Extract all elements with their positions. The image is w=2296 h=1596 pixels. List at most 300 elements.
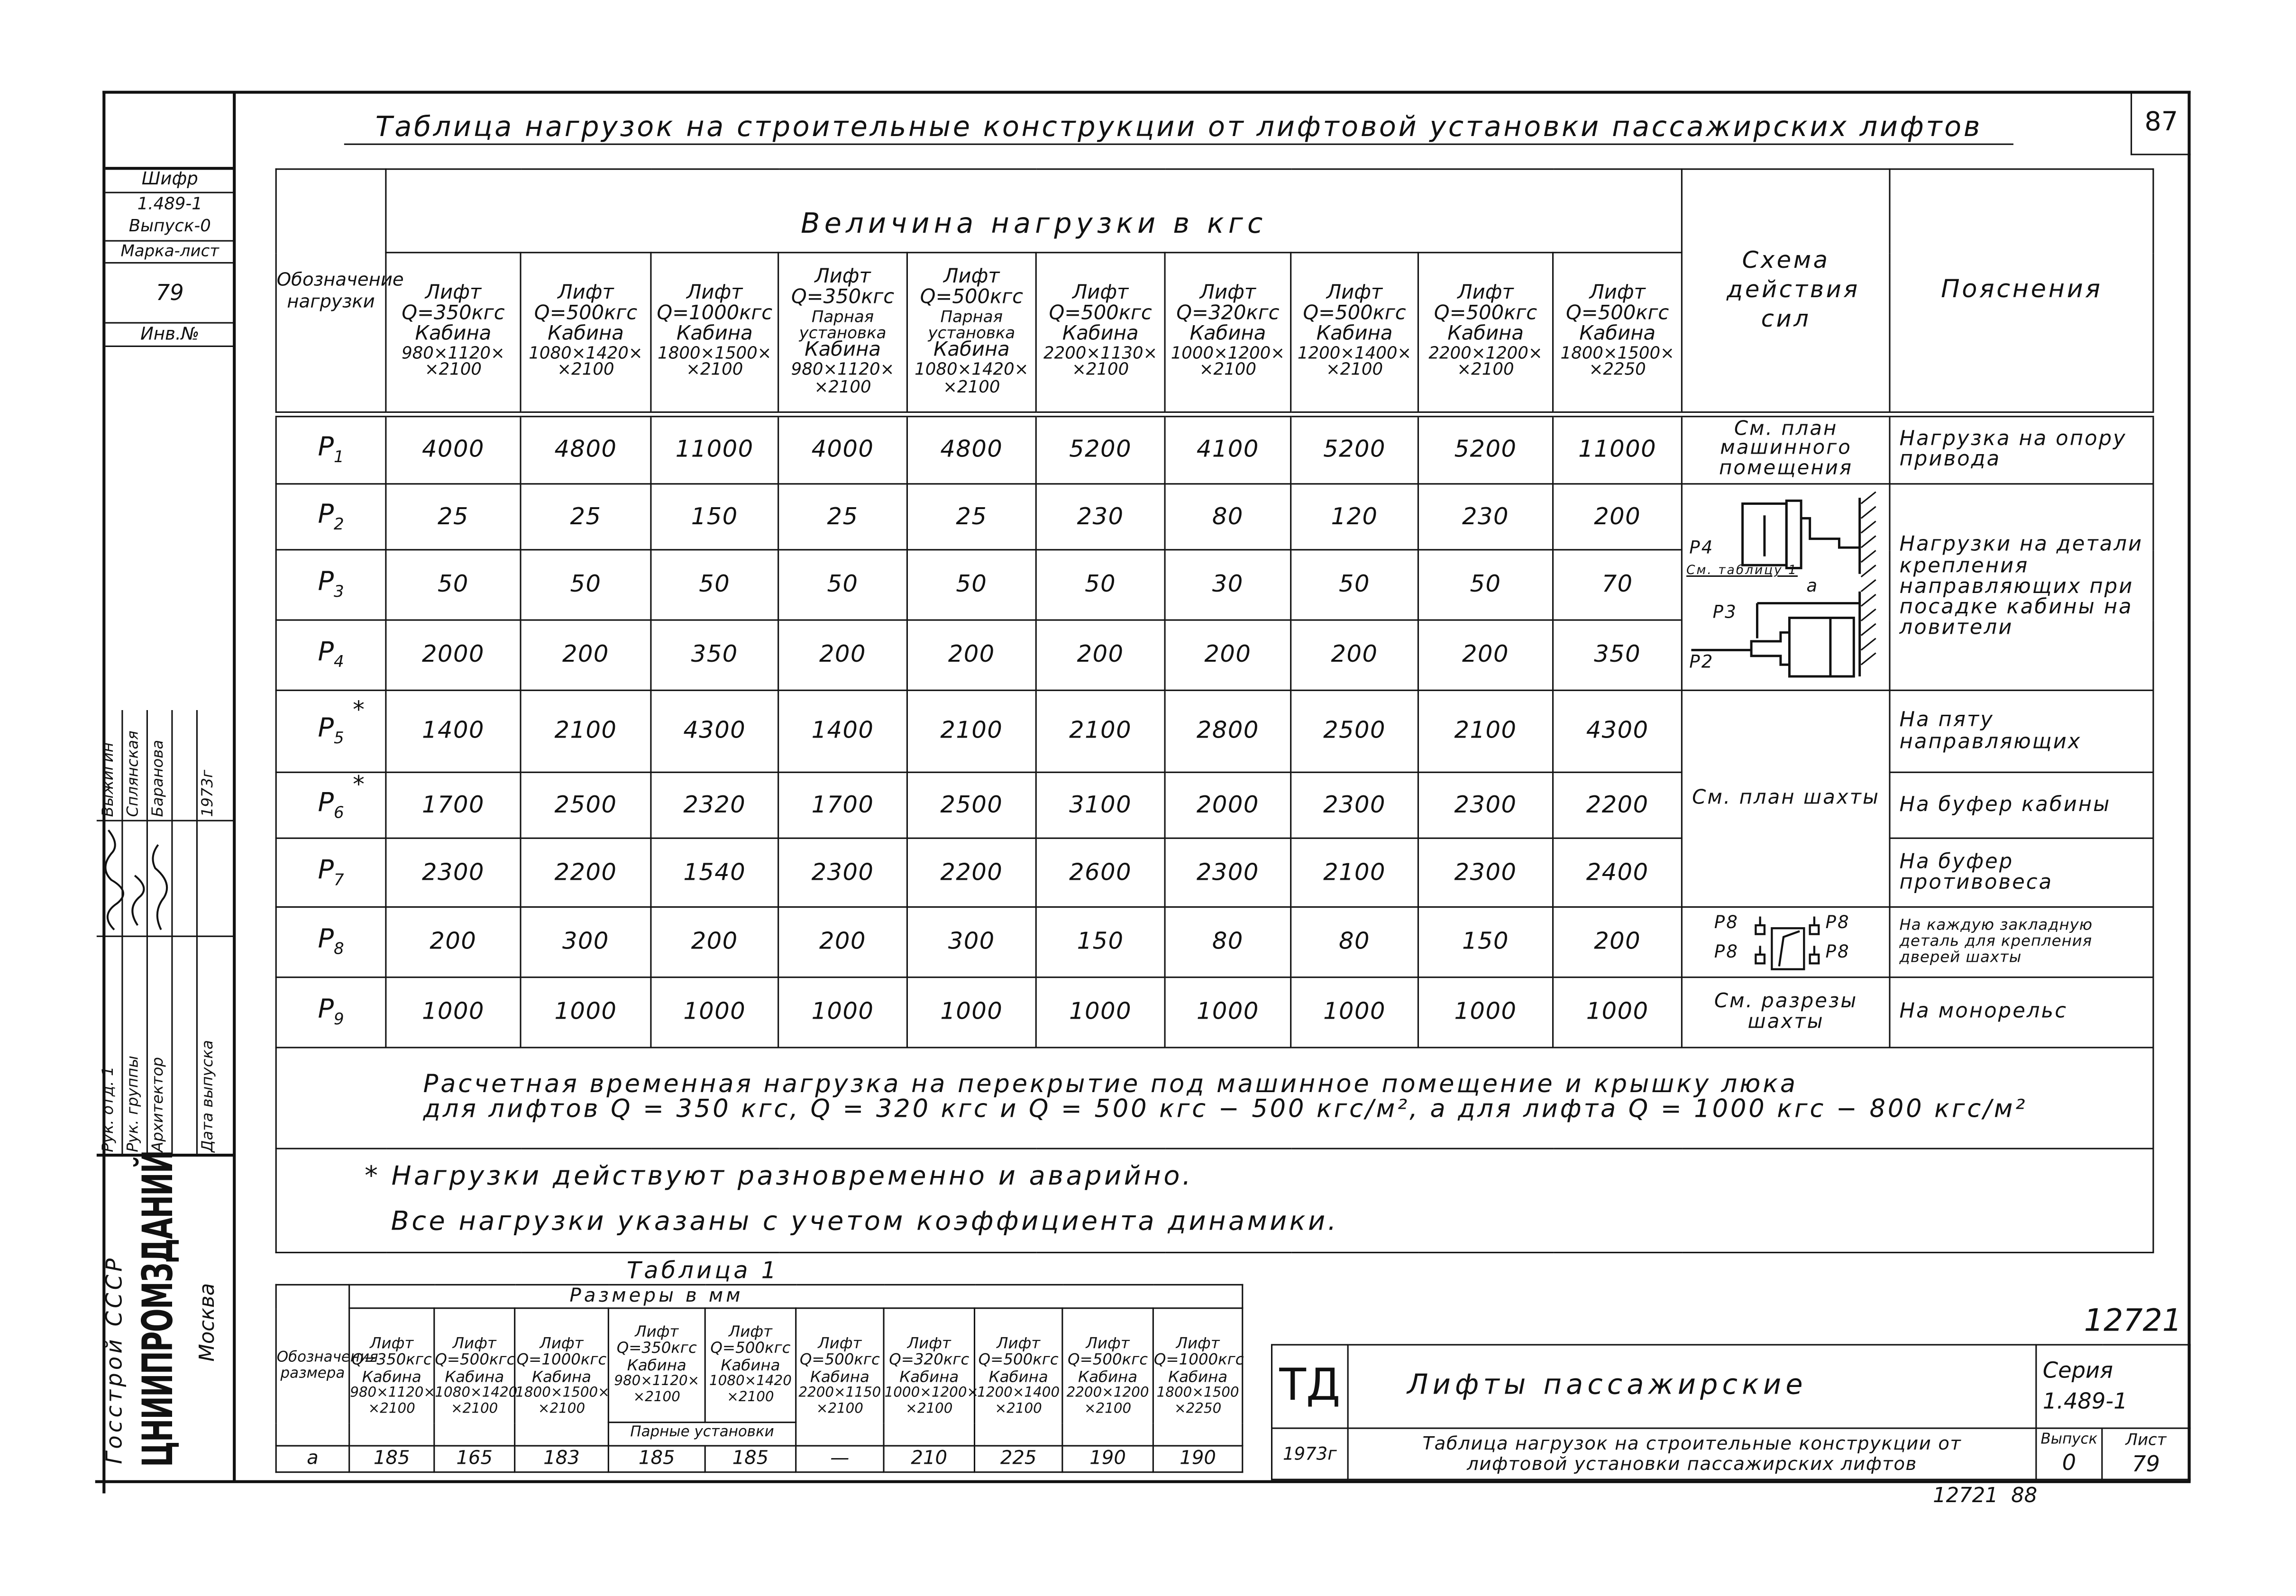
- stamp-name: Баранова: [149, 739, 167, 817]
- dimension-a-label: a: [1806, 575, 1819, 596]
- load-symbol-index: 1: [333, 447, 344, 466]
- load-value: 1000: [1553, 977, 1682, 1048]
- t1-value: 185: [705, 1446, 796, 1472]
- footnote-2: Все нагрузки указаны с учетом коэффициента динамики.: [391, 1206, 1339, 1237]
- load-symbol: [276, 690, 386, 772]
- p2-label: P2: [1689, 651, 1714, 672]
- t1-column-header-line: 2200×1150: [798, 1386, 881, 1402]
- table-ref-label: См. таблицу 1: [1686, 564, 1798, 579]
- column-header-line: 980×1120×: [402, 342, 505, 363]
- t1-column-header-line: 1080×1420: [709, 1374, 792, 1390]
- load-value: 70: [1553, 550, 1682, 620]
- load-value: 25: [386, 484, 521, 550]
- page-number: 87: [2131, 91, 2191, 155]
- column-header-line: Кабина: [415, 322, 492, 346]
- asterisk: *: [353, 769, 365, 798]
- organization-block: [97, 1150, 234, 1479]
- column-header-line: ×2100: [557, 359, 614, 380]
- t1-column-header: [515, 1308, 609, 1446]
- lift-column-header: [1418, 253, 1553, 414]
- approval-stamp: [97, 710, 234, 1479]
- t1-value: 190: [1062, 1446, 1153, 1472]
- t1-column-header-line: 1800×1500×: [515, 1386, 610, 1402]
- t1-column-header-line: ×2100: [906, 1401, 953, 1417]
- column-header-line: 1200×1400×: [1297, 342, 1412, 363]
- load-value: 200: [1553, 907, 1682, 977]
- org-city: Москва: [196, 1283, 220, 1362]
- load-value: 4800: [521, 414, 651, 484]
- load-symbol: [276, 550, 386, 620]
- column-header-line: Лифт: [558, 282, 614, 305]
- load-value: 4800: [907, 414, 1036, 484]
- load-value: 2100: [1291, 838, 1418, 907]
- page-title: Таблица нагрузок на строительные конструкции от лифтовой установки пассажирских лифтов: [344, 111, 2013, 145]
- load-value: 2200: [521, 838, 651, 907]
- t1-value: 185: [349, 1446, 434, 1472]
- frame-right: [2188, 91, 2191, 1481]
- load-value: 200: [1553, 484, 1682, 550]
- t1-column-header-line: Q=500кгс: [435, 1351, 515, 1369]
- column-header-line: ×2100: [1072, 359, 1129, 380]
- scheme-p9: См. разрезы шахты: [1682, 977, 1890, 1048]
- lift-column-header: [651, 253, 778, 414]
- t1-column-header-line: Кабина: [627, 1357, 686, 1375]
- column-header-line: Кабина: [1062, 322, 1139, 346]
- load-value: 4000: [778, 414, 907, 484]
- load-value: 2200: [1553, 772, 1682, 838]
- load-value: 350: [651, 620, 778, 690]
- t1-column-header: [884, 1308, 979, 1446]
- sheet-description: [1348, 1428, 2036, 1479]
- t1-column-header-line: ×2100: [1084, 1401, 1132, 1417]
- column-header-line: Q=500кгс: [1049, 301, 1152, 326]
- column-header-line: ×2100: [1457, 359, 1514, 380]
- t1-column-header-line: Лифт: [728, 1323, 772, 1341]
- load-value: 80: [1165, 484, 1291, 550]
- t1-value: 185: [608, 1446, 705, 1472]
- t1-header-row-1: [276, 1285, 1243, 1308]
- load-symbol-index: 2: [333, 514, 344, 533]
- load-value: 50: [1418, 550, 1553, 620]
- stamp-name: 1973г: [199, 769, 217, 817]
- project-name: Лифты пассажирские: [1348, 1345, 2036, 1428]
- load-value: 11000: [1553, 414, 1682, 484]
- issue-value: 0: [2062, 1449, 2076, 1476]
- dimensions-table: [275, 1284, 1244, 1473]
- column-header-line: 2200×1130×: [1043, 342, 1158, 363]
- load-value: 2100: [1036, 690, 1165, 772]
- t1-column-header-line: Лифт: [1176, 1335, 1220, 1353]
- load-symbol-text: $P_8$: [318, 924, 344, 959]
- load-symbol-text: $P_4$: [318, 637, 344, 672]
- series-cell: [2036, 1345, 2190, 1428]
- t1-column-header-line: ×2100: [451, 1401, 498, 1417]
- cipher-value-2: Выпуск-0: [128, 215, 211, 236]
- load-value: 300: [521, 907, 651, 977]
- column-header-line: Q=500кгс: [1565, 301, 1669, 326]
- p8-label: P8: [1825, 911, 1850, 932]
- frame-bottom: [95, 1480, 2191, 1483]
- note-line-1: Расчетная временная нагрузка на перекрытие под машинное помещение и крышку люка: [423, 1069, 1798, 1099]
- table-row: [276, 414, 2153, 484]
- load-symbol-text: $P_3$: [318, 566, 344, 602]
- t1-value: 183: [515, 1446, 609, 1472]
- load-value: 5200: [1036, 414, 1165, 484]
- t1-column-header-line: Q=350кгс: [351, 1351, 432, 1369]
- load-value: 1000: [1036, 977, 1165, 1048]
- t1-column-header-line: Q=500кгс: [799, 1351, 880, 1369]
- t1-column-header-line: Лифт: [370, 1335, 414, 1353]
- title-block: [1271, 1344, 2191, 1480]
- load-value: 4100: [1165, 414, 1291, 484]
- load-value: 2300: [1291, 772, 1418, 838]
- t1-column-header: [434, 1308, 518, 1446]
- load-symbol-text: $P_9$: [318, 994, 344, 1029]
- load-value: 11000: [651, 414, 778, 484]
- stamp-signature: [196, 820, 234, 937]
- stamp-role: Дата выпуска: [199, 1040, 217, 1152]
- load-value: 5200: [1291, 414, 1418, 484]
- column-header-line: Кабина: [548, 322, 624, 346]
- sheet-cell: [2102, 1428, 2190, 1479]
- load-value: 1000: [1291, 977, 1418, 1048]
- load-value: 1000: [651, 977, 778, 1048]
- load-value: 2600: [1036, 838, 1165, 907]
- load-value: 2300: [778, 838, 907, 907]
- load-value: 2500: [521, 772, 651, 838]
- load-value: 2000: [1165, 772, 1291, 838]
- load-value: 200: [386, 907, 521, 977]
- org-name-2: ЦНИИПРОМЗДАНИЙ: [135, 1150, 183, 1467]
- load-value: 80: [1291, 907, 1418, 977]
- load-value: 1000: [778, 977, 907, 1048]
- load-value: 300: [907, 907, 1036, 977]
- org-name-1: Госстрой СССР: [101, 1255, 128, 1464]
- column-header-line: 2200×1200×: [1428, 342, 1543, 363]
- column-header-line: 1080×1420×: [529, 342, 643, 363]
- header-row-1: [276, 169, 2153, 253]
- series-value: 1.489-1: [2042, 1388, 2128, 1414]
- t1-designation-header: Обозначения размера: [276, 1285, 349, 1446]
- load-value: 200: [778, 907, 907, 977]
- column-header-line: 1080×1420×: [915, 358, 1029, 379]
- lift-column-header: [1165, 253, 1291, 414]
- load-value: 2200: [907, 838, 1036, 907]
- t1-value: —: [796, 1446, 884, 1472]
- load-value: 50: [778, 550, 907, 620]
- t1-column-header: [975, 1308, 1062, 1446]
- guide-fastening-sketch: [1683, 486, 1888, 688]
- issue-cell: [2036, 1428, 2102, 1479]
- load-value: 200: [1165, 620, 1291, 690]
- load-symbol-text: $P_5$ *: [318, 695, 365, 748]
- t1-header-row-2: [276, 1308, 1243, 1423]
- p4-label: P4: [1689, 537, 1714, 558]
- load-symbol-text: $P_6$ *: [318, 769, 365, 822]
- scheme-header: Схема действия сил: [1682, 169, 1890, 414]
- table-row: [276, 484, 2153, 550]
- load-value: 2100: [1418, 690, 1553, 772]
- column-header-line: Кабина: [1447, 322, 1524, 346]
- column-header-line: Кабина: [1579, 322, 1656, 346]
- t1-column-header-line: Q=350кгс: [616, 1340, 697, 1358]
- issue-label: Выпуск: [2040, 1432, 2098, 1448]
- column-header-line: Q=500кгс: [920, 285, 1024, 309]
- load-value: 2400: [1553, 838, 1682, 907]
- load-symbol-index: 8: [333, 939, 344, 959]
- load-value: 5200: [1418, 414, 1553, 484]
- t1-column-header: [1153, 1308, 1243, 1446]
- t1-column-header-line: 980×1120×: [350, 1386, 436, 1402]
- t1-row-label: a: [276, 1446, 349, 1472]
- t1-column-header-line: Q=500кгс: [1068, 1351, 1148, 1369]
- t1-column-header: [608, 1308, 705, 1423]
- t1-column-header-line: 980×1120×: [614, 1374, 700, 1390]
- stamp-role: Архитектор: [149, 1057, 167, 1152]
- t1-column-header-line: Лифт: [818, 1335, 862, 1353]
- column-header-line: ×2100: [1326, 359, 1383, 380]
- load-value: 1700: [386, 772, 521, 838]
- explanation-p8: На каждую закладную деталь для крепления дверей шахты: [1890, 907, 2153, 977]
- stamp-role: Рук. отд. 1: [100, 1066, 118, 1152]
- floor-load-note: [276, 1048, 2153, 1149]
- load-value: 2000: [386, 620, 521, 690]
- t1-column-header-line: Лифт: [452, 1335, 496, 1353]
- load-value: 1000: [386, 977, 521, 1048]
- load-value: 1540: [651, 838, 778, 907]
- t1-column-header-line: Кабина: [899, 1368, 959, 1386]
- t1-column-header-line: ×2100: [816, 1401, 863, 1417]
- load-value: 50: [386, 550, 521, 620]
- t1-column-header-line: Q=320кгс: [889, 1351, 970, 1369]
- load-symbol: [276, 769, 386, 838]
- scheme-p5-p7: См. план шахты: [1682, 690, 1890, 907]
- load-value: 200: [1036, 620, 1165, 690]
- load-value: 150: [651, 484, 778, 550]
- scheme-p1: См. план машинного помещения: [1682, 414, 1890, 484]
- t1-value: 210: [884, 1446, 974, 1472]
- explanations-header: Пояснения: [1890, 169, 2153, 414]
- load-value: 2300: [1165, 838, 1291, 907]
- t1-column-header-line: Кабина: [810, 1368, 869, 1386]
- explanation-p6: На буфер кабины: [1890, 772, 2153, 838]
- load-symbol-index: 3: [333, 582, 344, 602]
- t1-column-header-line: Лифт: [997, 1335, 1041, 1353]
- lift-column-header: [778, 253, 907, 414]
- desc-line-2: лифтовой установки пассажирских лифтов: [1467, 1452, 1917, 1475]
- frame-top: [102, 91, 2190, 93]
- load-value: 2300: [386, 838, 521, 907]
- load-symbol-index: 6: [333, 803, 344, 822]
- load-value: 2100: [907, 690, 1036, 772]
- doc-number-top: 12721: [2084, 1303, 2182, 1339]
- mark-sheet-value: 79: [105, 264, 234, 324]
- logo: ТД: [1272, 1345, 1348, 1428]
- load-value: 3100: [1036, 772, 1165, 838]
- doc-number-bottom: 12721 88: [1933, 1484, 2038, 1508]
- load-symbol-index: 5: [333, 729, 344, 748]
- load-value: 1000: [1165, 977, 1291, 1048]
- load-value: 25: [907, 484, 1036, 550]
- cipher-label: Шифр: [105, 168, 234, 193]
- p8-label: P8: [1714, 911, 1739, 932]
- p8-label: P8: [1714, 940, 1739, 961]
- cipher-value: [105, 193, 234, 242]
- desc-line-1: Таблица нагрузок на строительные конструкции от: [1422, 1432, 1962, 1454]
- load-value: 30: [1165, 550, 1291, 620]
- explanation-p9: На монорельс: [1890, 977, 2153, 1048]
- column-header-line: Лифт: [1072, 282, 1129, 305]
- t1-column-header-line: Q=1000кгс: [1153, 1351, 1244, 1369]
- t1-column-header-line: ×2250: [1174, 1401, 1222, 1417]
- load-value: 25: [521, 484, 651, 550]
- t1-column-header-line: Лифт: [1086, 1335, 1130, 1353]
- t1-column-header-line: Кабина: [1078, 1368, 1138, 1386]
- load-value: 50: [1291, 550, 1418, 620]
- load-value: 200: [907, 620, 1036, 690]
- load-value: 200: [1418, 620, 1553, 690]
- load-symbol: [276, 414, 386, 484]
- explanation-p2-p4: Нагрузки на детали крепления направляющих при посадке кабины на ловители: [1890, 484, 2153, 691]
- explanation-p1: Нагрузка на опору привода: [1890, 414, 2153, 484]
- p8-label: P8: [1825, 940, 1850, 961]
- load-value: 1700: [778, 772, 907, 838]
- load-value: 4000: [386, 414, 521, 484]
- explanation-p5: На пяту направляющих: [1890, 690, 2153, 772]
- t1-column-header-line: 2200×1200: [1066, 1386, 1149, 1402]
- t1-value: 165: [434, 1446, 515, 1472]
- t1-column-header-line: ×2100: [538, 1401, 585, 1417]
- load-value: 200: [521, 620, 651, 690]
- note-row: [276, 1048, 2153, 1149]
- door-embed-diagram: [1705, 913, 1866, 972]
- column-header-line: 980×1120×: [791, 358, 895, 379]
- scheme-p8: [1682, 907, 1890, 977]
- column-header-line: Кабина: [933, 338, 1010, 362]
- load-symbol-text: $P_2$: [318, 498, 344, 533]
- t1-column-header-line: Кабина: [531, 1368, 592, 1386]
- t1-column-header: [1062, 1308, 1153, 1446]
- column-header-line: Кабина: [805, 338, 881, 362]
- load-value: 200: [1291, 620, 1418, 690]
- column-header-line: ×2100: [686, 359, 743, 380]
- sheet-label: Лист: [2125, 1431, 2167, 1450]
- column-header-line: Кабина: [1316, 322, 1393, 346]
- stamp-name: Выжигин: [100, 742, 118, 817]
- t1-column-header-line: ×2100: [633, 1389, 680, 1405]
- column-header-line: Q=350кгс: [791, 285, 895, 309]
- load-value: 4300: [651, 690, 778, 772]
- asterisk: *: [353, 695, 365, 724]
- t1-column-header-line: ×2100: [368, 1401, 415, 1417]
- load-symbol-text: $P_7$: [318, 854, 344, 889]
- load-value: 50: [651, 550, 778, 620]
- t1-column-header-line: ×2100: [995, 1401, 1042, 1417]
- column-header-line: Q=320кгс: [1176, 301, 1280, 326]
- t1-value: 225: [975, 1446, 1062, 1472]
- column-header-line: Лифт: [1199, 282, 1256, 305]
- stamp-row: [196, 710, 234, 1157]
- year: 1973г: [1272, 1428, 1348, 1479]
- lift-column-header: [1291, 253, 1418, 414]
- load-symbol: [276, 907, 386, 977]
- load-value: 120: [1291, 484, 1418, 550]
- column-header-line: Кабина: [1189, 322, 1266, 346]
- column-header-line: Q=1000кгс: [657, 301, 773, 326]
- series-label: Серия: [2042, 1357, 2113, 1384]
- column-header-line: Лифт: [1326, 282, 1383, 305]
- load-value: 200: [651, 907, 778, 977]
- p3-label: P3: [1712, 602, 1738, 622]
- column-header-line: Q=500кгс: [1303, 301, 1406, 326]
- mark-sheet-label: Марка-лист: [105, 242, 234, 264]
- lift-column-header: [907, 253, 1036, 414]
- column-header-line: ×2250: [1589, 359, 1646, 380]
- t1-column-header-line: Лифт: [907, 1335, 951, 1353]
- cipher-value-1: 1.489-1: [137, 193, 202, 214]
- column-header-line: ×2100: [424, 359, 482, 380]
- footnote-1: * Нагрузки действуют разновременно и аварийно.: [365, 1161, 1194, 1193]
- load-value: 1000: [521, 977, 651, 1048]
- t1-column-header-line: Q=500кгс: [978, 1351, 1059, 1369]
- t1-column-header-line: Лифт: [540, 1335, 584, 1353]
- load-value: 1000: [1418, 977, 1553, 1048]
- inv-label: Инв.№: [105, 324, 234, 347]
- load-value: 150: [1036, 907, 1165, 977]
- stamp-name: Сплянская: [124, 730, 142, 817]
- column-header-line: Парная установка: [928, 307, 1015, 343]
- t1-column-header-line: Q=500кгс: [710, 1340, 791, 1358]
- load-value: 4300: [1553, 690, 1682, 772]
- table-row: [276, 690, 2153, 772]
- table1-title: Таблица 1: [626, 1256, 779, 1284]
- load-value: 25: [778, 484, 907, 550]
- column-header-line: Лифт: [686, 282, 743, 305]
- table-row: [276, 907, 2153, 977]
- load-symbol: [276, 838, 386, 907]
- column-header-line: 1000×1200×: [1171, 342, 1285, 363]
- t1-column-header-line: ×2100: [727, 1389, 774, 1405]
- load-value: 2320: [651, 772, 778, 838]
- table-row: [276, 977, 2153, 1048]
- t1-column-header-line: Кабина: [721, 1357, 780, 1375]
- column-header-line: Кабина: [676, 322, 753, 346]
- t1-value-row: [276, 1446, 1243, 1472]
- t1-column-header-line: Q=1000кгс: [516, 1351, 607, 1369]
- loads-table: [275, 168, 2154, 1253]
- designation-header: Обозначение нагрузки: [276, 169, 386, 414]
- load-symbol-index: 9: [333, 1010, 344, 1029]
- column-header-line: ×2100: [943, 375, 1000, 396]
- lift-column-header: [521, 253, 651, 414]
- load-symbol-index: 4: [333, 652, 344, 672]
- load-value: 200: [778, 620, 907, 690]
- load-symbol-text: $P_1$: [318, 431, 344, 466]
- note-line-2: для лифтов Q = 350 кгс, Q = 320 кгс и Q = 500 кгс − 500 кгс/м², а для лифта Q = 1000 кгс − 800 кгс/м²: [423, 1095, 2028, 1125]
- t1-column-header-line: Кабина: [1168, 1368, 1228, 1386]
- load-symbol: [276, 977, 386, 1048]
- load-header: Величина нагрузки в кгс: [386, 169, 1682, 253]
- load-value: 350: [1553, 620, 1682, 690]
- column-header-line: 1800×1500×: [658, 342, 772, 363]
- lift-column-header: [1553, 253, 1682, 414]
- t1-size-header: Размеры в мм: [349, 1285, 1243, 1308]
- load-value: 150: [1418, 907, 1553, 977]
- footnote: [276, 1149, 2153, 1252]
- t1-value: 190: [1153, 1446, 1243, 1472]
- column-header-line: ×2100: [814, 375, 871, 396]
- column-header-line: 1800×1500×: [1560, 342, 1674, 363]
